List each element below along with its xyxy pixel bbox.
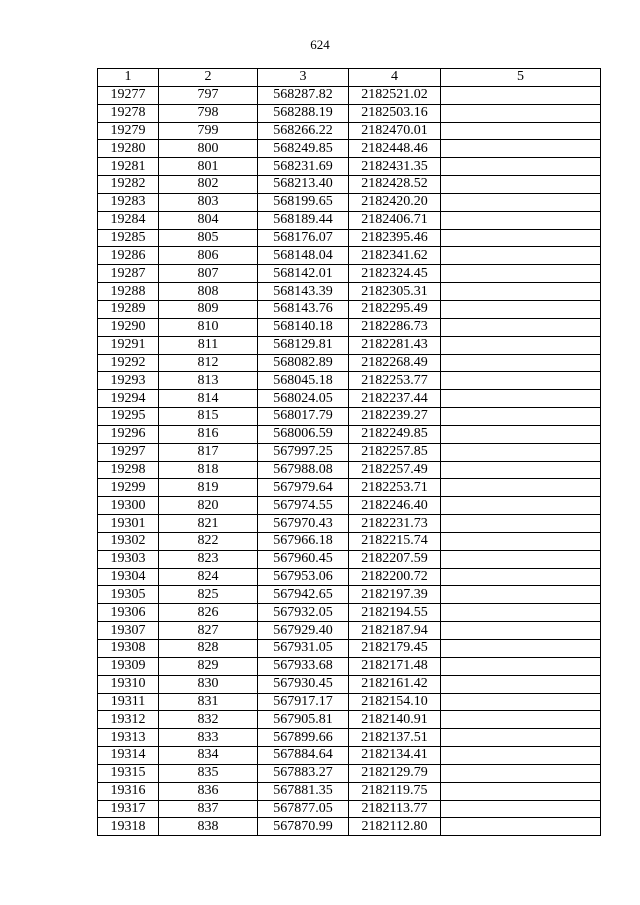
point-number-cell: 837 (159, 800, 258, 818)
table-row (98, 158, 601, 176)
point-number-cell: 807 (159, 265, 258, 283)
x-coordinate-cell: 567932.05 (258, 604, 349, 622)
column-header-4: 4 (349, 69, 441, 87)
table-row (98, 176, 601, 194)
notes-cell (441, 300, 601, 318)
x-coordinate-cell: 567905.81 (258, 711, 349, 729)
point-number-cell: 836 (159, 782, 258, 800)
notes-cell (441, 283, 601, 301)
y-coordinate-cell: 2182231.73 (349, 515, 441, 533)
notes-cell (441, 461, 601, 479)
y-coordinate-cell: 2182200.72 (349, 568, 441, 586)
y-coordinate-cell: 2182253.71 (349, 479, 441, 497)
table-row (98, 568, 601, 586)
table-row (98, 229, 601, 247)
notes-cell (441, 86, 601, 104)
x-coordinate-cell: 568148.04 (258, 247, 349, 265)
row-number-cell: 19301 (98, 515, 159, 533)
y-coordinate-cell: 2182257.85 (349, 443, 441, 461)
table-row (98, 318, 601, 336)
notes-cell (441, 586, 601, 604)
column-header-2: 2 (159, 69, 258, 87)
y-coordinate-cell: 2182341.62 (349, 247, 441, 265)
x-coordinate-cell: 567966.18 (258, 532, 349, 550)
notes-cell (441, 532, 601, 550)
row-number-cell: 19286 (98, 247, 159, 265)
notes-cell (441, 640, 601, 658)
notes-cell (441, 622, 601, 640)
x-coordinate-cell: 567979.64 (258, 479, 349, 497)
table-row (98, 604, 601, 622)
x-coordinate-cell: 567883.27 (258, 764, 349, 782)
y-coordinate-cell: 2182428.52 (349, 176, 441, 194)
y-coordinate-cell: 2182249.85 (349, 425, 441, 443)
y-coordinate-cell: 2182161.42 (349, 675, 441, 693)
y-coordinate-cell: 2182431.35 (349, 158, 441, 176)
notes-cell (441, 354, 601, 372)
point-number-cell: 804 (159, 211, 258, 229)
point-number-cell: 821 (159, 515, 258, 533)
table-row (98, 479, 601, 497)
row-number-cell: 19282 (98, 176, 159, 194)
point-number-cell: 806 (159, 247, 258, 265)
table-row (98, 782, 601, 800)
row-number-cell: 19289 (98, 300, 159, 318)
x-coordinate-cell: 568176.07 (258, 229, 349, 247)
row-number-cell: 19284 (98, 211, 159, 229)
table-row (98, 532, 601, 550)
row-number-cell: 19302 (98, 532, 159, 550)
y-coordinate-cell: 2182253.77 (349, 372, 441, 390)
table-row (98, 747, 601, 765)
table-row (98, 497, 601, 515)
table-row (98, 657, 601, 675)
notes-cell (441, 764, 601, 782)
notes-cell (441, 140, 601, 158)
row-number-cell: 19299 (98, 479, 159, 497)
point-number-cell: 832 (159, 711, 258, 729)
table-row (98, 818, 601, 836)
x-coordinate-cell: 567942.65 (258, 586, 349, 604)
table-body (98, 86, 601, 835)
point-number-cell: 827 (159, 622, 258, 640)
point-number-cell: 816 (159, 425, 258, 443)
row-number-cell: 19283 (98, 193, 159, 211)
notes-cell (441, 568, 601, 586)
table-row (98, 104, 601, 122)
y-coordinate-cell: 2182134.41 (349, 747, 441, 765)
notes-cell (441, 515, 601, 533)
y-coordinate-cell: 2182112.80 (349, 818, 441, 836)
row-number-cell: 19278 (98, 104, 159, 122)
y-coordinate-cell: 2182179.45 (349, 640, 441, 658)
y-coordinate-cell: 2182295.49 (349, 300, 441, 318)
table-row (98, 140, 601, 158)
notes-cell (441, 318, 601, 336)
y-coordinate-cell: 2182194.55 (349, 604, 441, 622)
row-number-cell: 19280 (98, 140, 159, 158)
notes-cell (441, 408, 601, 426)
notes-cell (441, 336, 601, 354)
y-coordinate-cell: 2182239.27 (349, 408, 441, 426)
x-coordinate-cell: 567899.66 (258, 729, 349, 747)
y-coordinate-cell: 2182324.45 (349, 265, 441, 283)
point-number-cell: 809 (159, 300, 258, 318)
x-coordinate-cell: 568231.69 (258, 158, 349, 176)
x-coordinate-cell: 567974.55 (258, 497, 349, 515)
point-number-cell: 813 (159, 372, 258, 390)
x-coordinate-cell: 567930.45 (258, 675, 349, 693)
row-number-cell: 19277 (98, 86, 159, 104)
notes-cell (441, 818, 601, 836)
row-number-cell: 19316 (98, 782, 159, 800)
x-coordinate-cell: 568143.39 (258, 283, 349, 301)
table-row (98, 640, 601, 658)
point-number-cell: 824 (159, 568, 258, 586)
y-coordinate-cell: 2182420.20 (349, 193, 441, 211)
row-number-cell: 19308 (98, 640, 159, 658)
notes-cell (441, 675, 601, 693)
notes-cell (441, 693, 601, 711)
x-coordinate-cell: 567881.35 (258, 782, 349, 800)
table-row (98, 211, 601, 229)
point-number-cell: 808 (159, 283, 258, 301)
table-row (98, 425, 601, 443)
notes-cell (441, 729, 601, 747)
row-number-cell: 19291 (98, 336, 159, 354)
notes-cell (441, 158, 601, 176)
row-number-cell: 19312 (98, 711, 159, 729)
x-coordinate-cell: 568288.19 (258, 104, 349, 122)
x-coordinate-cell: 567988.08 (258, 461, 349, 479)
notes-cell (441, 176, 601, 194)
x-coordinate-cell: 568266.22 (258, 122, 349, 140)
table-row (98, 443, 601, 461)
x-coordinate-cell: 568017.79 (258, 408, 349, 426)
point-number-cell: 798 (159, 104, 258, 122)
notes-cell (441, 193, 601, 211)
y-coordinate-cell: 2182171.48 (349, 657, 441, 675)
y-coordinate-cell: 2182305.31 (349, 283, 441, 301)
notes-cell (441, 800, 601, 818)
x-coordinate-cell: 567870.99 (258, 818, 349, 836)
notes-cell (441, 247, 601, 265)
point-number-cell: 799 (159, 122, 258, 140)
table-row (98, 675, 601, 693)
row-number-cell: 19290 (98, 318, 159, 336)
table-row (98, 711, 601, 729)
row-number-cell: 19296 (98, 425, 159, 443)
notes-cell (441, 604, 601, 622)
table-row (98, 354, 601, 372)
row-number-cell: 19311 (98, 693, 159, 711)
point-number-cell: 826 (159, 604, 258, 622)
notes-cell (441, 265, 601, 283)
x-coordinate-cell: 567960.45 (258, 550, 349, 568)
point-number-cell: 819 (159, 479, 258, 497)
notes-cell (441, 443, 601, 461)
row-number-cell: 19294 (98, 390, 159, 408)
y-coordinate-cell: 2182521.02 (349, 86, 441, 104)
notes-cell (441, 229, 601, 247)
x-coordinate-cell: 568045.18 (258, 372, 349, 390)
row-number-cell: 19295 (98, 408, 159, 426)
notes-cell (441, 782, 601, 800)
point-number-cell: 803 (159, 193, 258, 211)
row-number-cell: 19279 (98, 122, 159, 140)
x-coordinate-cell: 568142.01 (258, 265, 349, 283)
row-number-cell: 19281 (98, 158, 159, 176)
notes-cell (441, 747, 601, 765)
table-row (98, 693, 601, 711)
point-number-cell: 822 (159, 532, 258, 550)
y-coordinate-cell: 2182129.79 (349, 764, 441, 782)
table-row (98, 86, 601, 104)
x-coordinate-cell: 568199.65 (258, 193, 349, 211)
y-coordinate-cell: 2182268.49 (349, 354, 441, 372)
x-coordinate-cell: 567877.05 (258, 800, 349, 818)
point-number-cell: 805 (159, 229, 258, 247)
x-coordinate-cell: 568213.40 (258, 176, 349, 194)
y-coordinate-cell: 2182137.51 (349, 729, 441, 747)
page-number: 624 (310, 37, 330, 52)
y-coordinate-cell: 2182215.74 (349, 532, 441, 550)
notes-cell (441, 122, 601, 140)
x-coordinate-cell: 568140.18 (258, 318, 349, 336)
header-row (98, 69, 601, 87)
row-number-cell: 19303 (98, 550, 159, 568)
y-coordinate-cell: 2182470.01 (349, 122, 441, 140)
x-coordinate-cell: 568143.76 (258, 300, 349, 318)
row-number-cell: 19300 (98, 497, 159, 515)
table-row (98, 800, 601, 818)
row-number-cell: 19314 (98, 747, 159, 765)
notes-cell (441, 550, 601, 568)
row-number-cell: 19317 (98, 800, 159, 818)
table-row (98, 390, 601, 408)
table-row (98, 515, 601, 533)
table-row (98, 372, 601, 390)
point-number-cell: 800 (159, 140, 258, 158)
table-row (98, 408, 601, 426)
table-row (98, 622, 601, 640)
x-coordinate-cell: 567970.43 (258, 515, 349, 533)
row-number-cell: 19310 (98, 675, 159, 693)
y-coordinate-cell: 2182154.10 (349, 693, 441, 711)
point-number-cell: 817 (159, 443, 258, 461)
row-number-cell: 19287 (98, 265, 159, 283)
y-coordinate-cell: 2182286.73 (349, 318, 441, 336)
table-row (98, 729, 601, 747)
point-number-cell: 811 (159, 336, 258, 354)
column-header-3: 3 (258, 69, 349, 87)
point-number-cell: 830 (159, 675, 258, 693)
point-number-cell: 838 (159, 818, 258, 836)
y-coordinate-cell: 2182119.75 (349, 782, 441, 800)
x-coordinate-cell: 567933.68 (258, 657, 349, 675)
y-coordinate-cell: 2182281.43 (349, 336, 441, 354)
row-number-cell: 19285 (98, 229, 159, 247)
table-row (98, 550, 601, 568)
point-number-cell: 818 (159, 461, 258, 479)
notes-cell (441, 211, 601, 229)
y-coordinate-cell: 2182207.59 (349, 550, 441, 568)
table-row (98, 265, 601, 283)
point-number-cell: 834 (159, 747, 258, 765)
x-coordinate-cell: 568287.82 (258, 86, 349, 104)
row-number-cell: 19292 (98, 354, 159, 372)
notes-cell (441, 479, 601, 497)
table-row (98, 193, 601, 211)
notes-cell (441, 711, 601, 729)
table-header (98, 69, 601, 87)
point-number-cell: 828 (159, 640, 258, 658)
y-coordinate-cell: 2182113.77 (349, 800, 441, 818)
x-coordinate-cell: 568129.81 (258, 336, 349, 354)
x-coordinate-cell: 568024.05 (258, 390, 349, 408)
row-number-cell: 19293 (98, 372, 159, 390)
point-number-cell: 820 (159, 497, 258, 515)
table-row (98, 247, 601, 265)
y-coordinate-cell: 2182246.40 (349, 497, 441, 515)
notes-cell (441, 372, 601, 390)
row-number-cell: 19313 (98, 729, 159, 747)
notes-cell (441, 425, 601, 443)
y-coordinate-cell: 2182197.39 (349, 586, 441, 604)
notes-cell (441, 104, 601, 122)
y-coordinate-cell: 2182237.44 (349, 390, 441, 408)
row-number-cell: 19318 (98, 818, 159, 836)
y-coordinate-cell: 2182187.94 (349, 622, 441, 640)
y-coordinate-cell: 2182257.49 (349, 461, 441, 479)
x-coordinate-cell: 568189.44 (258, 211, 349, 229)
y-coordinate-cell: 2182395.46 (349, 229, 441, 247)
table-row (98, 461, 601, 479)
table-row (98, 122, 601, 140)
point-number-cell: 810 (159, 318, 258, 336)
point-number-cell: 801 (159, 158, 258, 176)
row-number-cell: 19288 (98, 283, 159, 301)
x-coordinate-cell: 568249.85 (258, 140, 349, 158)
table-row (98, 764, 601, 782)
row-number-cell: 19306 (98, 604, 159, 622)
point-number-cell: 825 (159, 586, 258, 604)
table-row (98, 300, 601, 318)
table-row (98, 283, 601, 301)
y-coordinate-cell: 2182406.71 (349, 211, 441, 229)
notes-cell (441, 657, 601, 675)
x-coordinate-cell: 567929.40 (258, 622, 349, 640)
x-coordinate-cell: 567884.64 (258, 747, 349, 765)
point-number-cell: 815 (159, 408, 258, 426)
x-coordinate-cell: 567997.25 (258, 443, 349, 461)
row-number-cell: 19305 (98, 586, 159, 604)
notes-cell (441, 497, 601, 515)
row-number-cell: 19304 (98, 568, 159, 586)
x-coordinate-cell: 567917.17 (258, 693, 349, 711)
point-number-cell: 829 (159, 657, 258, 675)
y-coordinate-cell: 2182140.91 (349, 711, 441, 729)
point-number-cell: 823 (159, 550, 258, 568)
point-number-cell: 831 (159, 693, 258, 711)
y-coordinate-cell: 2182503.16 (349, 104, 441, 122)
column-header-1: 1 (98, 69, 159, 87)
coordinate-table (97, 68, 601, 836)
x-coordinate-cell: 567953.06 (258, 568, 349, 586)
point-number-cell: 812 (159, 354, 258, 372)
notes-cell (441, 390, 601, 408)
table-row (98, 586, 601, 604)
x-coordinate-cell: 568082.89 (258, 354, 349, 372)
point-number-cell: 833 (159, 729, 258, 747)
point-number-cell: 814 (159, 390, 258, 408)
y-coordinate-cell: 2182448.46 (349, 140, 441, 158)
point-number-cell: 835 (159, 764, 258, 782)
point-number-cell: 797 (159, 86, 258, 104)
row-number-cell: 19315 (98, 764, 159, 782)
row-number-cell: 19298 (98, 461, 159, 479)
table-row (98, 336, 601, 354)
row-number-cell: 19307 (98, 622, 159, 640)
x-coordinate-cell: 568006.59 (258, 425, 349, 443)
column-header-5: 5 (441, 69, 601, 87)
point-number-cell: 802 (159, 176, 258, 194)
x-coordinate-cell: 567931.05 (258, 640, 349, 658)
row-number-cell: 19309 (98, 657, 159, 675)
row-number-cell: 19297 (98, 443, 159, 461)
